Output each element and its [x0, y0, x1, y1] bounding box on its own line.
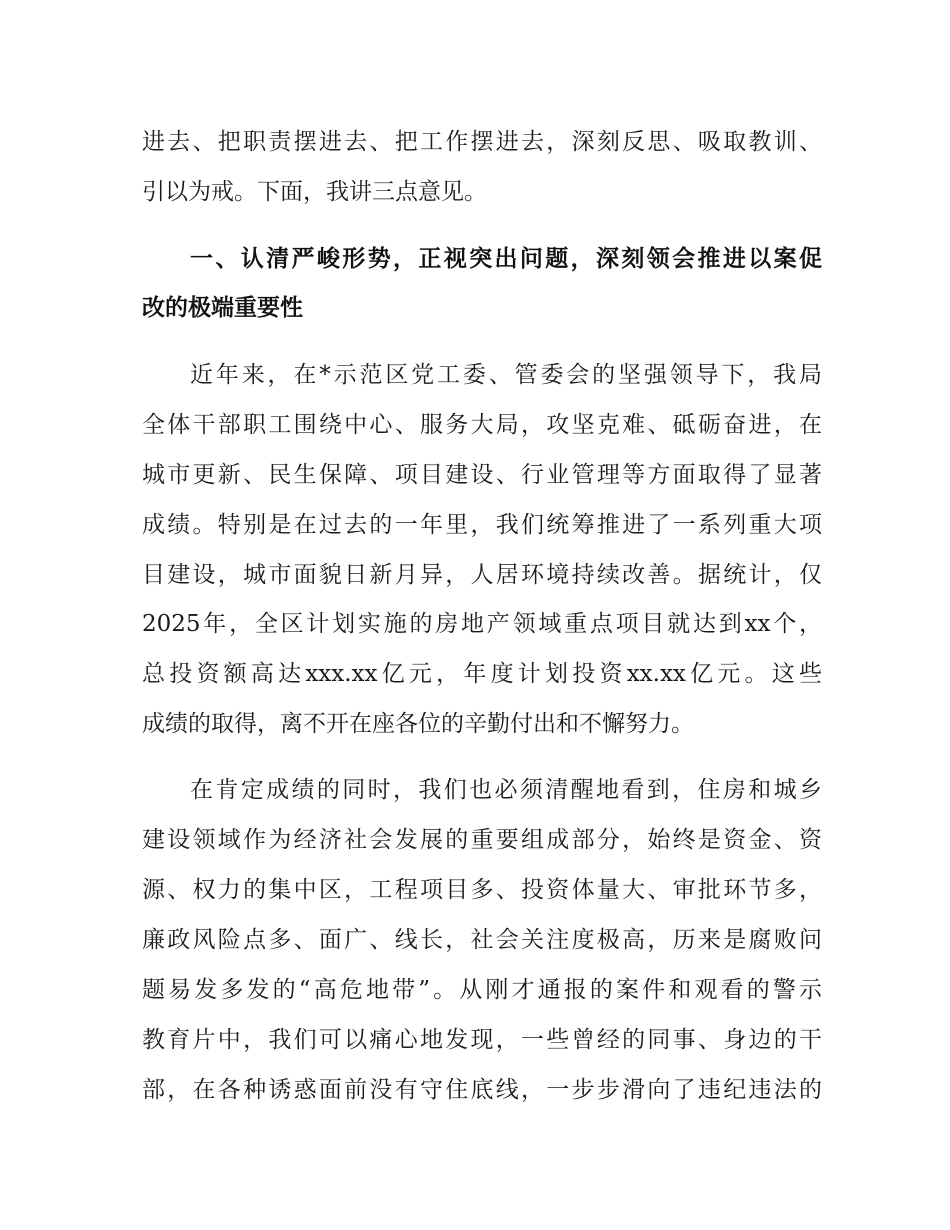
- paragraph1-line-7: 总投资额高达xxx.xx亿元，年度计划投资xx.xx亿元。这些: [142, 661, 822, 687]
- paragraph2-line-4: 廉政风险点多、面广、线长，社会关注度极高，历来是腐败问: [142, 927, 822, 953]
- continuation-line-1: 进去、把职责摆进去、把工作摆进去，深刻反思、吸取教训、: [142, 129, 822, 155]
- paragraph2-line-7: 部，在各种诱惑面前没有守住底线，一步步滑向了违纪违法的: [142, 1077, 822, 1103]
- paragraph1-line-8: 成绩的取得，离不开在座各位的辛勤付出和不懈努力。: [142, 711, 694, 737]
- paragraph1-line-3: 城市更新、民生保障、项目建设、行业管理等方面取得了显著: [142, 462, 822, 488]
- section-heading-line-1: 一、认清严峻形势，正视突出问题，深刻领会推进以案促: [190, 246, 822, 272]
- paragraph1-line-6: 2025年，全区计划实施的房地产领域重点项目就达到xx个，: [142, 611, 822, 637]
- section-heading-line-2: 改的极端重要性: [142, 295, 303, 321]
- paragraph1-line-5: 目建设，城市面貌日新月异，人居环境持续改善。据统计，仅: [142, 562, 822, 588]
- continuation-line-2: 引以为戒。下面，我讲三点意见。: [142, 179, 487, 205]
- paragraph2-line-6: 教育片中，我们可以痛心地发现，一些曾经的同事、身边的干: [142, 1027, 822, 1053]
- paragraph1-line-2: 全体干部职工围绕中心、服务大局，攻坚克难、砥砺奋进，在: [142, 412, 822, 438]
- paragraph2-line-1: 在肯定成绩的同时，我们也必须清醒地看到，住房和城乡: [190, 777, 822, 803]
- paragraph1-line-4: 成绩。特别是在过去的一年里，我们统筹推进了一系列重大项: [142, 512, 822, 538]
- paragraph1-line-1: 近年来，在*示范区党工委、管委会的坚强领导下，我局: [190, 362, 822, 388]
- paragraph2-line-5: 题易发多发的“高危地带”。从刚才通报的案件和观看的警示: [142, 977, 822, 1003]
- paragraph2-line-2: 建设领域作为经济社会发展的重要组成部分，始终是资金、资: [142, 827, 822, 853]
- paragraph2-line-3: 源、权力的集中区，工程项目多、投资体量大、审批环节多，: [142, 877, 822, 903]
